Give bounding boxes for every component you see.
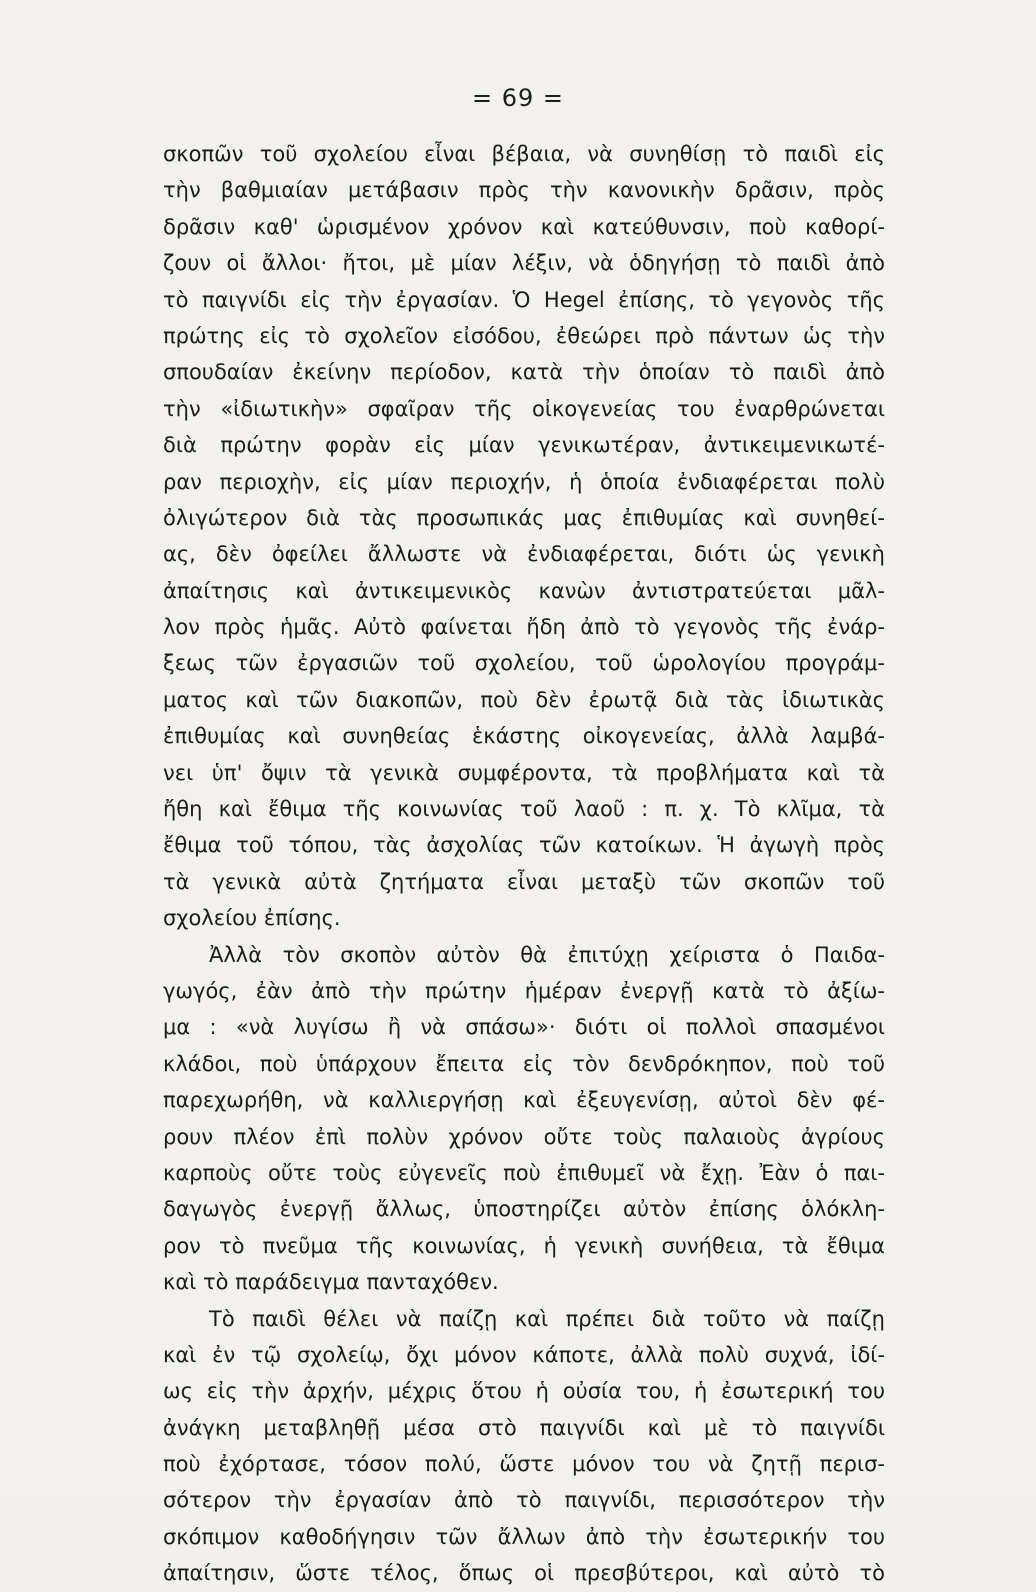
text-line: γωγός, ἐὰν ἀπὸ τὴν πρώτην ἡμέραν ἐνεργῇ κατὰ τὸ ἀξίω- [163,978,885,1003]
body-text [163,136,885,1592]
text-line: σκόπιμον καθοδήγησιν τῶν ἄλλων ἀπὸ τὴν ἐσωτερικήν του [163,1524,885,1549]
text-line: ως εἰς τὴν ἀρχήν, μέχρις ὅτου ἡ οὐσία του, ἡ ἐσωτερική του [163,1379,885,1404]
text-line: ποὺ ἐχόρτασε, τόσον πολύ, ὥστε μόνον του νὰ ζητῇ περισ- [163,1452,885,1477]
text-line: σπουδαίαν ἐκείνην περίοδον, κατὰ τὴν ὁποίαν τὸ παιδὶ ἀπὸ [163,360,885,385]
text-line: σκοπῶν τοῦ σχολείου εἶναι βέβαια, νὰ συνηθίσῃ τὸ παιδὶ εἰς [163,142,885,166]
text-line: παρεχωρήθη, νὰ καλλιεργήσῃ καὶ ἐξευγενίσῃ, αὐτοὶ δὲν φέ- [163,1088,885,1113]
text-line: ἐπιθυμίας καὶ συνηθείας ἑκάστης οἰκογενείας, ἀλλὰ λαμβά- [163,724,885,749]
text-line: ας, δὲν ὀφείλει ἄλλωστε νὰ ἐνδιαφέρεται, διότι ὡς γενικὴ [163,542,885,567]
text-line: ρουν πλέον ἐπὶ πολὺν χρόνον οὔτε τοὺς παλαιοὺς ἀγρίους [163,1124,885,1149]
text-line: ἀπαίτησις καὶ ἀντικειμενικὸς κανὼν ἀντιστρατεύεται μᾶλ- [163,578,885,603]
text-line: ραν περιοχὴν, εἰς μίαν περιοχήν, ἡ ὁποία ἐνδιαφέρεται πολὺ [163,469,885,494]
text-line: σχολείου ἐπίσης. [163,906,341,931]
text-line: δαγωγὸς ἐνεργῇ ἄλλως, ὑποστηρίζει αὐτὸν ἐπίσης ὁλόκλη- [163,1197,885,1222]
page-number: = 69 = [471,84,564,112]
text-line: λον πρὸς ἡμᾶς. Αὐτὸ φαίνεται ἤδη ἀπὸ τὸ γεγονὸς τῆς ἐνάρ- [163,615,885,640]
text-line: ὀλιγώτερον διὰ τὰς προσωπικάς μας ἐπιθυμίας καὶ συνηθεί- [163,505,885,530]
text-line: ζουν οἱ ἄλλοι· ἤτοι, μὲ μίαν λέξιν, νὰ ὁδηγήσῃ τὸ παιδὶ ἀπὸ [163,251,885,276]
text-line: καρποὺς οὔτε τοὺς εὐγενεῖς ποὺ ἐπιθυμεῖ νὰ ἔχῃ. Ἐὰν ὁ παι- [163,1160,885,1185]
text-line: ἀνάγκη μεταβληθῇ μέσα στὸ παιγνίδι καὶ μὲ τὸ παιγνίδι [163,1415,885,1440]
text-line: ἀπαίτησιν, ὥστε τέλος, ὅπως οἱ πρεσβύτεροι, καὶ αὐτὸ τὸ [163,1561,885,1586]
text-line: διὰ πρώτην φορὰν εἰς μίαν γενικωτέραν, ἀντικειμενικωτέ- [163,433,885,458]
text-line: σότερον τὴν ἐργασίαν ἀπὸ τὸ παιγνίδι, περισσότερον τὴν [163,1488,885,1513]
text-line: νει ὑπ' ὄψιν τὰ γενικὰ συμφέροντα, τὰ προβλήματα καὶ τὰ [163,760,885,785]
text-line: τὴν «ἰδιωτικὴν» σφαῖραν τῆς οἰκογενείας του ἐναρθρώνεται [163,396,885,421]
text-line: τὰ γενικὰ αὐτὰ ζητήματα εἶναι μεταξὺ τῶν σκοπῶν τοῦ [163,869,885,894]
text-line: ἤθη καὶ ἔθιμα τῆς κοινωνίας τοῦ λαοῦ : π. χ. Τὸ κλῖμα, τὰ [163,797,885,822]
text-line: κλάδοι, ποὺ ὑπάρχουν ἔπειτα εἰς τὸν δενδρόκηπον, ποὺ τοῦ [163,1051,885,1076]
text-line: μα : «νὰ λυγίσω ἢ νὰ σπάσω»· διότι οἱ πολλοὶ σπασμένοι [163,1015,885,1040]
text-line: δρᾶσιν καθ' ὡρισμένον χρόνον καὶ κατεύθυνσιν, ποὺ καθορί- [163,214,885,239]
text-line: Ἀλλὰ τὸν σκοπὸν αὐτὸν θὰ ἐπιτύχῃ χείριστα ὁ Παιδα- [209,942,885,967]
text-line: τὸ παιγνίδι εἰς τὴν ἐργασίαν. Ὁ Hegel ἐπίσης, τὸ γεγονὸς τῆς [163,287,885,312]
text-line: καὶ τὸ παράδειγμα πανταχόθεν. [163,1270,499,1295]
text-line: πρώτης εἰς τὸ σχολεῖον εἰσόδου, ἐθεώρει πρὸ πάντων ὡς τὴν [163,323,885,348]
text-line: ματος καὶ τῶν διακοπῶν, ποὺ δὲν ἐρωτᾷ διὰ τὰς ἰδιωτικὰς [163,687,885,712]
text-line: τὴν βαθμιαίαν μετάβασιν πρὸς τὴν κανονικὴν δρᾶσιν, πρὸς [163,178,885,203]
text-line: Τὸ παιδὶ θέλει νὰ παίζῃ καὶ πρέπει διὰ τοῦτο νὰ παίζῃ [209,1306,885,1331]
text-line: ξεως τῶν ἐργασιῶν τοῦ σχολείου, τοῦ ὡρολογίου προγράμ- [163,651,885,676]
text-line: ἔθιμα τοῦ τόπου, τὰς ἀσχολίας τῶν κατοίκων. Ἡ ἀγωγὴ πρὸς [163,833,885,858]
text-line: ρον τὸ πνεῦμα τῆς κοινωνίας, ἡ γενικὴ συνήθεια, τὰ ἔθιμα [163,1233,885,1258]
text-line: καὶ ἐν τῷ σχολείῳ, ὄχι μόνον κάποτε, ἀλλὰ πολὺ συχνά, ἰδί- [163,1342,885,1367]
